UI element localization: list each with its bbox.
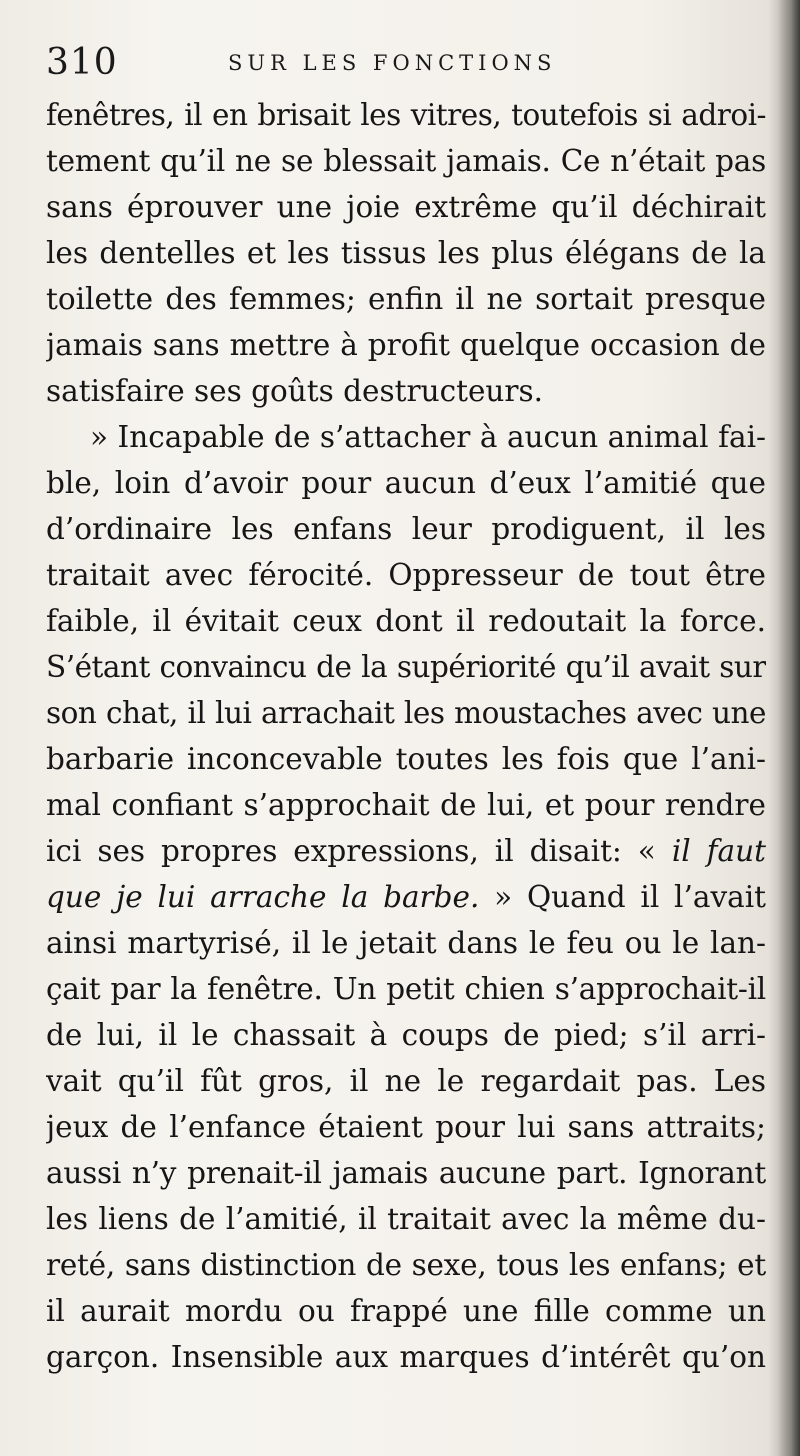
page-gutter-shadow bbox=[778, 0, 800, 1456]
text-line: sans éprouver une joie extrême qu’il déchirait bbox=[46, 190, 766, 224]
text-line: » Incapable de s’attacher à aucun animal fai- bbox=[90, 420, 766, 454]
text-line: faible, il évitait ceux dont il redoutait la force. bbox=[46, 604, 766, 638]
text-line bbox=[46, 828, 766, 874]
italic-quote: que je lui arrache la barbe. bbox=[46, 880, 480, 914]
text-segment: ici ses propres expressions, il disait: « bbox=[46, 834, 672, 868]
text-line bbox=[46, 874, 766, 920]
text-line: reté, sans distinction de sexe, tous les enfans; et bbox=[46, 1248, 766, 1282]
italic-quote: il faut bbox=[671, 834, 766, 868]
text-line: barbarie inconcevable toutes les fois que l’ani- bbox=[46, 742, 766, 776]
page-header bbox=[46, 40, 606, 90]
text-line: son chat, il lui arrachait les moustaches avec une bbox=[46, 696, 766, 730]
text-line: ble, loin d’avoir pour aucun d’eux l’amitié que bbox=[46, 466, 766, 500]
text-segment: » Quand il l’avait bbox=[479, 880, 766, 914]
page-number: 310 bbox=[46, 42, 118, 83]
text-line: jamais sans mettre à profit quelque occasion de bbox=[46, 328, 766, 362]
text-line: ainsi martyrisé, il le jetait dans le feu ou le lan- bbox=[46, 926, 766, 960]
body-text bbox=[46, 92, 766, 1380]
text-line: çait par la fenêtre. Un petit chien s’approchait-il bbox=[46, 972, 766, 1006]
text-line: fenêtres, il en brisait les vitres, toutefois si adroi- bbox=[46, 98, 766, 132]
text-line: garçon. Insensible aux marques d’intérêt qu’on bbox=[46, 1340, 766, 1374]
text-line: les dentelles et les tissus les plus élégans de la bbox=[46, 236, 766, 270]
text-line: d’ordinaire les enfans leur prodiguent, il les bbox=[46, 512, 766, 546]
text-line: mal confiant s’approchait de lui, et pour rendre bbox=[46, 788, 766, 822]
text-line: de lui, il le chassait à coups de pied; s’il arri- bbox=[46, 1018, 766, 1052]
text-line: les liens de l’amitié, il traitait avec la même du- bbox=[46, 1202, 766, 1236]
running-head: SUR LES FONCTIONS bbox=[228, 51, 557, 75]
text-line: traitait avec férocité. Oppresseur de tout être bbox=[46, 558, 766, 592]
text-line: jeux de l’enfance étaient pour lui sans attraits; bbox=[46, 1110, 766, 1144]
text-line: toilette des femmes; enfin il ne sortait presque bbox=[46, 282, 766, 316]
text-line: tement qu’il ne se blessait jamais. Ce n’était pas bbox=[46, 144, 766, 178]
text-line: vait qu’il fût gros, il ne le regardait pas. Les bbox=[46, 1064, 766, 1098]
text-line: S’étant convaincu de la supériorité qu’il avait sur bbox=[46, 650, 766, 684]
text-line: il aurait mordu ou frappé une fille comme un bbox=[46, 1294, 766, 1328]
text-line: aussi n’y prenait-il jamais aucune part. Ignorant bbox=[46, 1156, 766, 1190]
text-line: satisfaire ses goûts destructeurs. bbox=[46, 374, 544, 408]
